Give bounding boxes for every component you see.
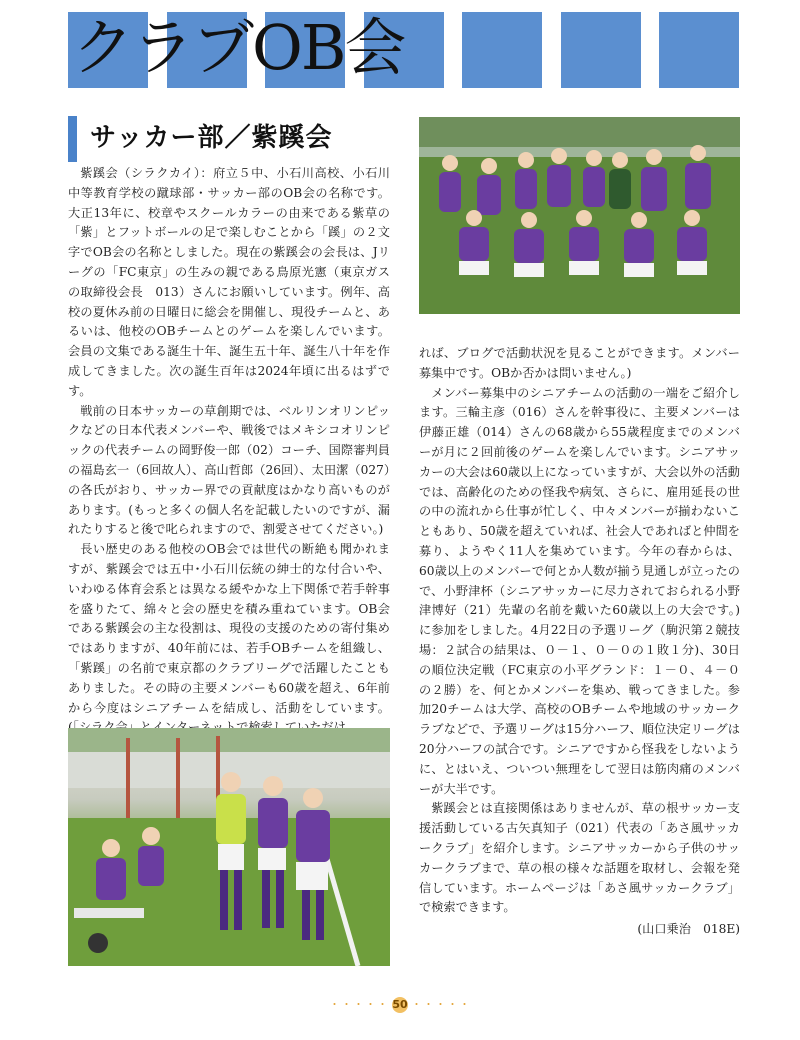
match-day-photo (68, 728, 390, 966)
match-day-illustration (68, 728, 390, 966)
page-title: クラブOB会 (72, 11, 405, 84)
paragraph: メンバー募集中のシニアチームの活動の一端をご紹介します。三輪主彦（016）さんを幹事役に、主要メンバーは伊藤正雄（014）さんの68歳から55歳程度までのメンバーが月に２回前後のゲームを楽しんでいます。シニアサッカーの大会は60歳以上になっていますが、大会以外の活動では、高齢化のための怪我や病気、さらに、雇用延長の世の中の流れから仕事が忙しく、中々メンバーが揃わないこともあり、50歳を超えていれば、社会人であればと仲間を募り、ようやく11人を集めています。今年の春からは、60歳以上のメンバーで何とか人数が揃う見通しが立ったので、小野津杯（シニアサッカーに尽力されておられる小野津博好（21）先輩の名前を戴いた60歳以上の大会です。)に参加をしました。4月22日の予選リーグ（駒沢第２競技場：２試合の結果は、０－１、０－０の１敗１分)、30日の順位決定戦（FC東京の小平グランド：１－０、４－０の２勝）を、何とかメンバーを集め、戦ってきました。参加20チームは大学、高校のOBチームや地域のサッカークラブなどで、予選リーグは15分ハーフ、順位決定リーグは20分ハーフの試合です。シニアですから怪我をしないように、とはいえ、ついつい無理をして翌日は筋肉痛のメンバーが大半です。 (419, 385, 740, 796)
team-group-photo (419, 117, 740, 314)
team-group-illustration (419, 117, 740, 314)
paragraph: 紫蹊会とは直接関係はありませんが、草の根サッカー支援活動している古矢真知子（021）代表の「あさ風サッカークラブ」を紹介します。シニアサッカーから子供のサッカークラブまで、草の根の様々な話題を取材し、会報を発信しています。ホームページは「あさ風サッカークラブ」で検索できます。 (419, 801, 740, 915)
article-column-right (419, 344, 740, 937)
section-title: サッカー部／紫蹊会 (90, 123, 333, 153)
page-number (0, 996, 800, 1013)
article-column-left (68, 164, 390, 715)
page-number-dots-left: ・・・・・ (329, 998, 389, 1011)
section-accent-bar (68, 116, 77, 162)
paragraph: 長い歴史のある他校のOB会では世代の断絶も聞かれますが、紫蹊会では五中･小石川伝統の紳士的な付合いや、いわゆる体育会系とは異なる緩やかな上下関係で若手幹事を盛りたて、綿々と会の歴史を積み重ねています。OB会である紫蹊会の主な役割は、現役の支援のための寄付集めではありますが、40年前には、若手OBチームを組織し、「紫蹊」の名前で東京都のクラブリーグで活躍したこともありました。その時の主要メンバーも60歳を超え、6年前から今度はシニアチームを結成し、活動をしています。 (68, 542, 390, 715)
paragraph: れば、ブログで活動状況を見ることができます。メンバー募集中です。OBか否かは問いません。) (419, 346, 740, 380)
paragraph: 紫蹊会（シラクカイ）：府立５中、小石川高校、小石川中等教育学校の蹴球部・サッカー部のOB会の名称です。大正13年に、校章やスクールカラーの由来である紫草の「紫」とフットボールの足で楽しむことから「蹊」の２文字でOB会の名称としました。現在の紫蹊会の会長は、Jリーグの「FC東京」の生みの親である鳥原光憲（東京ガスの取締役会長 013）さんにお願いしています。例年、高校の夏休み前の日曜日に総会を開催し、現役チームと、あるいは、他校のOBチームとのゲームを楽しんでいます。会員の文集である誕生十年、誕生五十年、誕生八十年を作成してきました。次の誕生百年は2024年頃に出るはずです。 (68, 166, 390, 398)
header-tile-6 (561, 12, 641, 88)
page-number-dots-right: ・・・・・ (411, 998, 471, 1011)
page-number-badge: 50 (392, 998, 408, 1011)
header-tile-7 (659, 12, 739, 88)
header-tile-5 (462, 12, 542, 88)
author-signature: (山口乗治 018E) (637, 922, 740, 937)
paragraph: 戦前の日本サッカーの草創期では、ベルリンオリンピックなどの日本代表メンバーや、戦後ではメキシコオリンピックの代表チームの岡野俊一郎（02）コーチ、国際審判員の福島玄一（6回故人）、高山哲郎（26回）、太田潔（027）の各氏がおり、サッカー界での貢献度はかなり高いものがあります。(もっと多くの個人名を記載したいのですが、漏れたりすると後で叱られますので、割愛させてください。) (68, 403, 390, 537)
